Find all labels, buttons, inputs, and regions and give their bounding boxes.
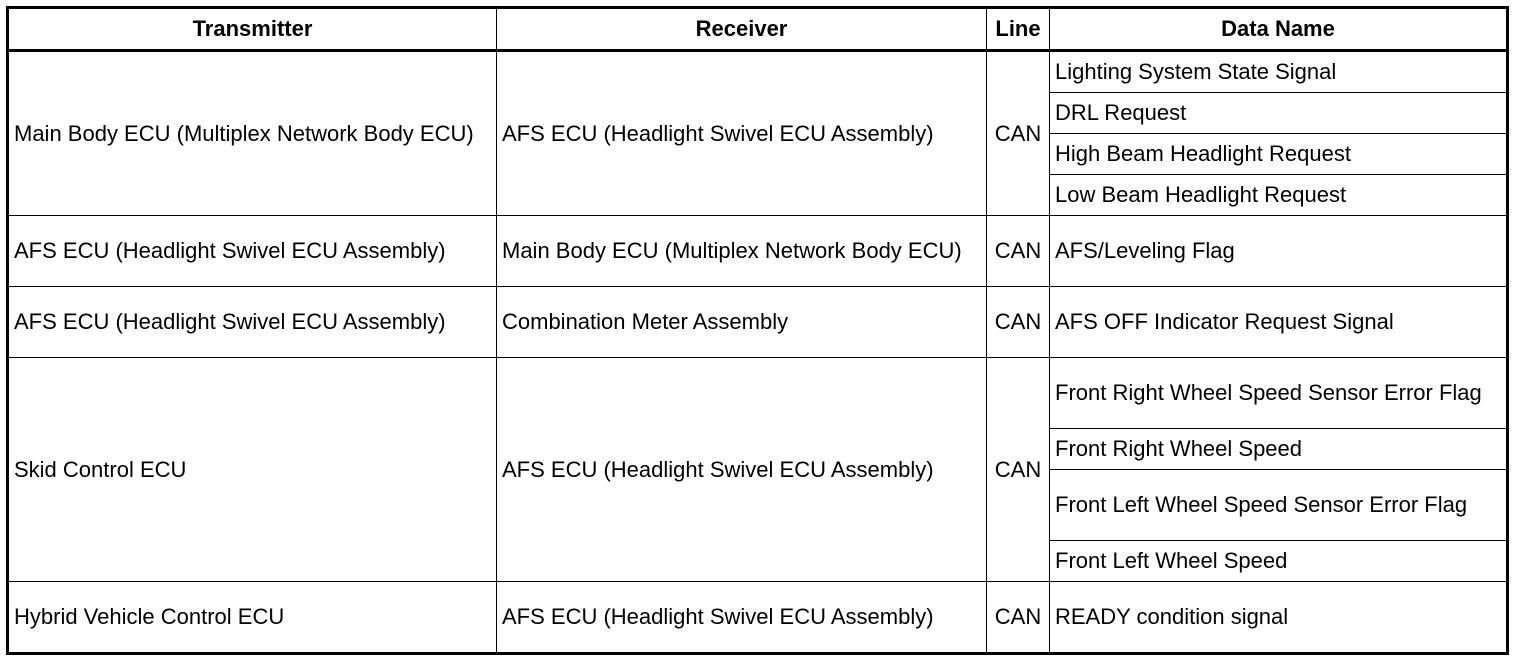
header-transmitter: Transmitter (8, 8, 497, 51)
communication-table (6, 6, 1509, 655)
receiver-cell: Combination Meter Assembly (497, 287, 987, 358)
table-row (8, 582, 1508, 654)
line-cell: CAN (987, 287, 1050, 358)
data-name-cell: Front Left Wheel Speed (1050, 541, 1508, 582)
data-name-cell: READY condition signal (1050, 582, 1508, 654)
communication-table-container (6, 6, 1506, 655)
header-receiver: Receiver (497, 8, 987, 51)
data-name-cell: High Beam Headlight Request (1050, 134, 1508, 175)
transmitter-cell: Hybrid Vehicle Control ECU (8, 582, 497, 654)
receiver-cell: AFS ECU (Headlight Swivel ECU Assembly) (497, 358, 987, 582)
data-name-cell: Front Right Wheel Speed Sensor Error Flag (1050, 358, 1508, 429)
data-name-cell: Low Beam Headlight Request (1050, 175, 1508, 216)
table-row (8, 287, 1508, 358)
transmitter-cell: Skid Control ECU (8, 358, 497, 582)
line-cell: CAN (987, 216, 1050, 287)
data-name-cell: Front Right Wheel Speed (1050, 429, 1508, 470)
receiver-cell: AFS ECU (Headlight Swivel ECU Assembly) (497, 51, 987, 216)
table-row (8, 358, 1508, 429)
receiver-cell: AFS ECU (Headlight Swivel ECU Assembly) (497, 582, 987, 654)
data-name-cell: DRL Request (1050, 93, 1508, 134)
header-data-name: Data Name (1050, 8, 1508, 51)
data-name-cell: AFS OFF Indicator Request Signal (1050, 287, 1508, 358)
receiver-cell: Main Body ECU (Multiplex Network Body ECU) (497, 216, 987, 287)
data-name-cell: AFS/Leveling Flag (1050, 216, 1508, 287)
transmitter-cell: AFS ECU (Headlight Swivel ECU Assembly) (8, 287, 497, 358)
line-cell: CAN (987, 582, 1050, 654)
line-cell: CAN (987, 51, 1050, 216)
transmitter-cell: AFS ECU (Headlight Swivel ECU Assembly) (8, 216, 497, 287)
header-row (8, 8, 1508, 51)
data-name-cell: Lighting System State Signal (1050, 51, 1508, 93)
data-name-cell: Front Left Wheel Speed Sensor Error Flag (1050, 470, 1508, 541)
line-cell: CAN (987, 358, 1050, 582)
header-line: Line (987, 8, 1050, 51)
table-row (8, 216, 1508, 287)
transmitter-cell: Main Body ECU (Multiplex Network Body ECU) (8, 51, 497, 216)
table-row (8, 51, 1508, 93)
